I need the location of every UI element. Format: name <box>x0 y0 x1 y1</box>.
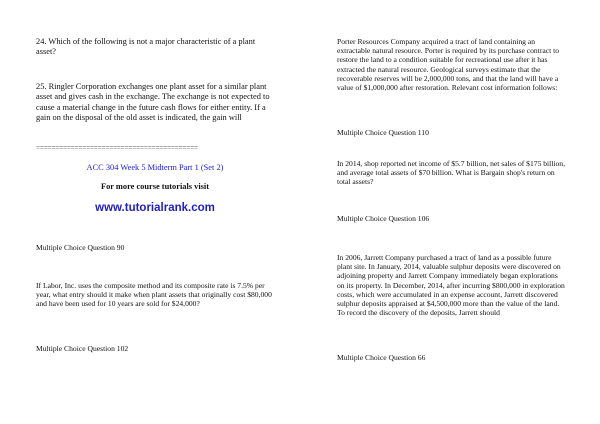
site-link[interactable]: www.tutorialrank.com <box>95 202 215 214</box>
question-jarrett: In 2006, Jarrett Company purchased a tract of land as a possible future plant site. In January, 2014, valuable sulphur deposits were discovered on adjoining property and Jarrett Company immediately began explorations on its property. In December, 2014, after incurring $800,000 in exploration costs, which were accumulated in an expense account, Jarrett discovered sulphur deposits appraised at $4,500,000 more than the value of the land. To record the discovery of the deposits, Jarrett should <box>337 253 565 318</box>
mcq-66-label: Multiple Choice Question 66 <box>337 353 426 362</box>
separator-line: ========================================== <box>36 144 198 152</box>
course-title-link[interactable]: ACC 304 Week 5 Midterm Part 1 (Set 2) <box>86 163 224 172</box>
question-bargain-shop: In 2014, shop reported net income of $5.7 billion, net sales of $175 billion, and average total assets of $70 billion. What is Bargain shop's return on total assets? <box>337 159 565 187</box>
question-porter: Porter Resources Company acquired a tract of land containing an extractable natural resource. Porter is required by its purchase contract to restore the land to a condition suitable for recreational use after it has extracted the natural resource. Geological surveys estimate that the recoverable reserves will be 2,000,000 tons, and that the land will have a value of $1,000,000 after restoration. Relevant cost information follows: <box>337 37 560 93</box>
question-24: 24. Which of the following is not a major characteristic of a plant asset? <box>36 37 256 57</box>
question-25: 25. Ringler Corporation exchanges one plant asset for a similar plant asset and gives cash in the exchange. The exchange is not expected to cause a material change in the future cash flows for either entity. If a gain on the disposal of the old asset is indicated, the gain will <box>36 82 270 123</box>
mcq-102-label: Multiple Choice Question 102 <box>36 344 129 353</box>
mcq-106-label: Multiple Choice Question 106 <box>337 214 430 223</box>
question-labor-composite: If Labor, Inc. uses the composite method and its composite rate is 7.5% per year, what entry should it make when plant assets that originally cost $80,000 and have been used for 10 years are sold for $24,000? <box>36 281 272 309</box>
mcq-110-label: Multiple Choice Question 110 <box>337 128 429 137</box>
mcq-90-label: Multiple Choice Question 90 <box>36 243 125 252</box>
visit-text: For more course tutorials visit <box>100 182 210 191</box>
